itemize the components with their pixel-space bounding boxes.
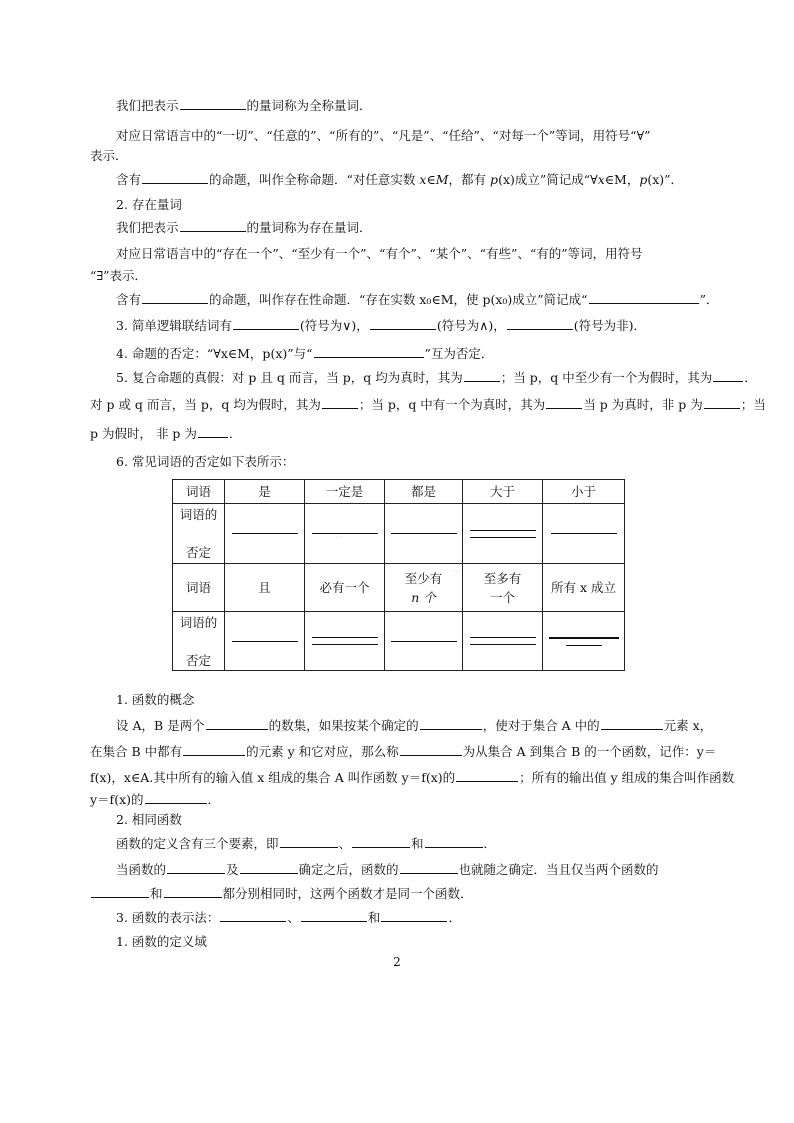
- fill-blank[interactable]: [142, 170, 208, 184]
- table-cell-blank[interactable]: [305, 504, 385, 564]
- fill-blank[interactable]: [589, 290, 699, 304]
- fill-blank[interactable]: [142, 290, 208, 304]
- fill-blank[interactable]: [233, 316, 299, 330]
- line-universal-words: 对应日常语言中的“一切”、“任意的”、“所有的”、“凡是”、“任给”、“对每一个”等词，用符号“∀”: [116, 128, 651, 143]
- table-cell-blank[interactable]: [225, 612, 305, 671]
- section-function-concept: 1. 函数的概念: [116, 692, 195, 707]
- fill-blank[interactable]: [301, 908, 367, 922]
- table-cell-label: 词语的 否定: [173, 612, 225, 671]
- fill-blank[interactable]: [180, 218, 246, 232]
- line-table-intro: 6. 常见词语的否定如下表所示：: [116, 454, 295, 469]
- table-cell: 一定是: [305, 480, 385, 504]
- fill-blank[interactable]: [456, 768, 518, 782]
- section-existential-quantifier: 2. 存在量词: [116, 197, 182, 212]
- fill-blank[interactable]: [507, 316, 573, 330]
- section-function-domain: 1. 函数的定义域: [116, 934, 207, 949]
- fill-blank[interactable]: [145, 790, 207, 804]
- fill-blank[interactable]: [220, 908, 286, 922]
- table-row: [173, 480, 625, 504]
- fill-blank[interactable]: [180, 96, 246, 110]
- fill-blank[interactable]: [164, 884, 222, 898]
- table-cell: 词语: [173, 564, 225, 612]
- table-cell: 词语: [173, 480, 225, 504]
- table-cell: 是: [225, 480, 305, 504]
- table-row: [173, 504, 625, 564]
- fill-blank[interactable]: [704, 395, 740, 409]
- fill-blank[interactable]: [91, 884, 149, 898]
- table-cell: 大于: [463, 480, 543, 504]
- negation-table: [172, 479, 625, 671]
- fill-blank[interactable]: [400, 742, 462, 756]
- table-cell: 小于: [543, 480, 625, 504]
- table-cell: 必有一个: [305, 564, 385, 612]
- line-existential-words: 对应日常语言中的“存在一个”、“至少有一个”、“有个”、“某个”、“有些”、“有的”等词，用符号: [116, 246, 643, 261]
- line-function-def-2: 在集合 B 中都有 的元素 y 和它对应，那么称 为从集合 A 到集合 B 的一个函数，记作：y＝: [90, 744, 717, 759]
- fill-blank[interactable]: [400, 860, 458, 874]
- line-function-def-1: 设 A，B 是两个 的数集，如果按某个确定的 ，使对于集合 A 中的 元素 x，: [116, 718, 713, 733]
- line-compound-truth: 5. 复合命题的真假：对 p 且 q 而言，当 p，q 均为真时，其为 ；当 p，q 中至少有一个为假时，其为 ．: [116, 370, 757, 385]
- line-existential-proposition: 含有 的命题，叫作存在性命题．“存在实数 x₀∈M，使 p(x₀)成立”简记成“ ”．: [116, 292, 719, 307]
- table-cell-blank[interactable]: [543, 504, 625, 564]
- table-cell-blank[interactable]: [385, 612, 463, 671]
- fill-blank[interactable]: [198, 424, 228, 438]
- line-existential-quantifier: 我们把表示 的量词称为存在量词．: [116, 220, 372, 235]
- table-cell-blank[interactable]: [543, 612, 625, 671]
- line-logical-connectives: 3. 简单逻辑联结词有 (符号为∨)， (符号为∧)， (符号为非)．: [116, 318, 646, 333]
- line-compound-not: p 为假时， 非 p 为 ．: [90, 426, 242, 441]
- fill-blank[interactable]: [546, 395, 582, 409]
- section-same-function: 2. 相同函数: [116, 812, 182, 827]
- line-compound-or: 对 p 或 q 而言，当 p，q 均为假时，其为 ；当 p，q 中有一个为真时，其为 当 p 为真时，非 p 为 ；当: [90, 397, 766, 412]
- line-universal-quantifier: 我们把表示 的量词称为全称量词．: [116, 98, 372, 113]
- table-cell-blank[interactable]: [385, 504, 463, 564]
- line-existential-words-cont: “∃”表示．: [90, 268, 148, 283]
- line-representation: 3. 函数的表示法： 、 和 ．: [116, 910, 461, 925]
- line-universal-proposition: 含有 的命题，叫作全称命题．“对任意实数 x∈M，都有 p(x)成立”简记成“∀x∈M，p(x)”．: [116, 172, 684, 187]
- fill-blank[interactable]: [420, 716, 482, 730]
- line-same-function-1: 当函数的 及 确定之后，函数的 也就随之确定．当且仅当两个函数的: [116, 862, 659, 877]
- fill-blank[interactable]: [314, 344, 424, 358]
- fill-blank[interactable]: [322, 395, 358, 409]
- fill-blank[interactable]: [381, 908, 447, 922]
- table-cell-label: 词语的 否定: [173, 504, 225, 564]
- page-number: 2: [393, 955, 401, 969]
- fill-blank[interactable]: [280, 834, 338, 848]
- fill-blank[interactable]: [167, 860, 225, 874]
- table-cell: 所有 x 成立: [543, 564, 625, 612]
- table-cell: 都是: [385, 480, 463, 504]
- table-cell: 且: [225, 564, 305, 612]
- table-cell-blank[interactable]: [225, 504, 305, 564]
- watermark: ···: [335, 533, 343, 542]
- table-cell-blank[interactable]: [305, 612, 385, 671]
- fill-blank[interactable]: [183, 742, 245, 756]
- fill-blank[interactable]: [206, 716, 268, 730]
- fill-blank[interactable]: [370, 316, 436, 330]
- table-cell-blank[interactable]: [463, 504, 543, 564]
- table-cell-blank[interactable]: [463, 612, 543, 671]
- table-row: [173, 564, 625, 612]
- line-universal-words-cont: 表示．: [90, 148, 128, 163]
- table-row: [173, 612, 625, 671]
- line-same-function-2: 和 都分别相同时，这两个函数才是同一个函数．: [90, 884, 705, 904]
- fill-blank[interactable]: [240, 860, 298, 874]
- line-negation: 4. 命题的否定：“∀x∈M，p(x)”与“ ”互为否定．: [116, 346, 494, 361]
- line-three-elements: 函数的定义含有三个要素，即 、 和 ．: [116, 836, 497, 851]
- table-cell: 至少有 n 个 ···: [385, 564, 463, 612]
- fill-blank[interactable]: [713, 368, 743, 382]
- fill-blank[interactable]: [425, 834, 483, 848]
- fill-blank[interactable]: [352, 834, 410, 848]
- watermark: ···: [453, 567, 461, 576]
- line-function-def-4: y＝f(x)的 ．: [90, 792, 221, 807]
- line-function-def-3: f(x)，x∈A.其中所有的输入值 x 组成的集合 A 叫作函数 y＝f(x)的 ；所有的输出值 y 组成的集合叫作函数: [90, 770, 735, 785]
- table-cell: 至多有 一个: [463, 564, 543, 612]
- fill-blank[interactable]: [601, 716, 663, 730]
- fill-blank[interactable]: [464, 368, 500, 382]
